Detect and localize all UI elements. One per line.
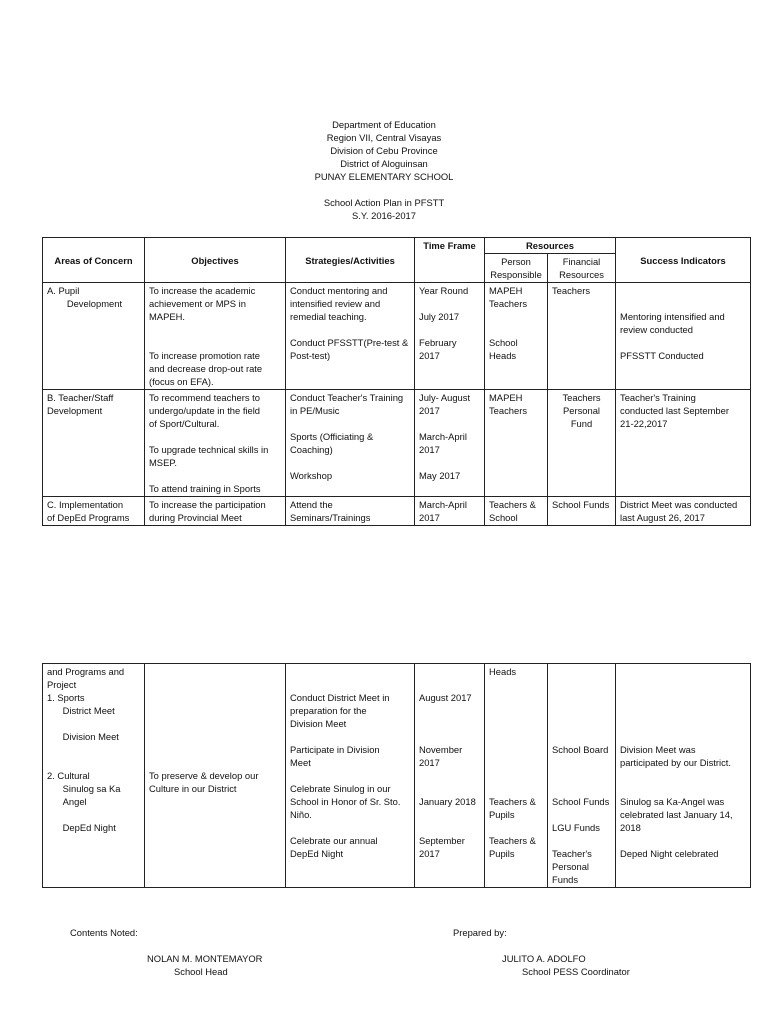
cell-text: Division Meet: [47, 731, 119, 742]
cell-text: Division Meet: [290, 718, 347, 729]
cell-text: [489, 769, 543, 782]
cell-text: [290, 678, 410, 691]
cell-text: [419, 297, 480, 310]
cell-text: [419, 704, 480, 717]
cell-text: [620, 769, 746, 782]
cell-text: March-April: [419, 431, 467, 442]
cell-text: [489, 743, 543, 756]
header-line: PUNAY ELEMENTARY SCHOOL: [314, 171, 454, 182]
cell-text: Division Meet was: [620, 744, 696, 755]
cell-text: District Meet: [47, 705, 115, 716]
cell-text: Teacher's Training: [620, 392, 696, 403]
document-header: [0, 118, 768, 222]
cell-time-frame: [415, 497, 485, 526]
plan-title: School Action Plan in PFSTT: [323, 197, 445, 208]
cell-text: [620, 678, 746, 691]
cell-text: 2. Cultural: [47, 770, 90, 781]
cell-text: remedial teaching.: [290, 311, 367, 322]
col-header-areas: Areas of Concern: [43, 238, 145, 283]
cell-text: LGU Funds: [552, 822, 600, 833]
cell-text: [489, 821, 543, 834]
cell-text: [290, 417, 410, 430]
cell-text: [489, 717, 543, 730]
cell-text: [489, 704, 543, 717]
cell-text: Teachers &: [489, 835, 536, 846]
cell-text: Sports (Officiating &: [290, 431, 374, 442]
cell-objectives: [145, 497, 286, 526]
cell-text: Teachers: [489, 405, 528, 416]
cell-text: Teachers &: [489, 796, 536, 807]
cell-text: [419, 417, 480, 430]
cell-text: Sinulog sa Ka: [47, 783, 121, 794]
cell-text: Seminars/Trainings: [290, 512, 371, 523]
cell-person: [485, 497, 548, 526]
cell-text: Personal: [563, 405, 601, 416]
cell-text: 2017: [419, 350, 440, 361]
cell-text: Teachers: [489, 298, 528, 309]
cell-indicators: [616, 283, 751, 390]
cell-text: Conduct Teacher's Training: [290, 392, 404, 403]
cell-text: [620, 284, 746, 297]
col-header-strategies: Strategies/Activities: [286, 238, 415, 283]
cell-text: Attend the: [290, 499, 333, 510]
header-text: Resources: [559, 269, 604, 280]
cell-text: School Board: [552, 744, 609, 755]
cell-text: Heads: [489, 350, 517, 361]
cell-text: [489, 323, 543, 336]
cell-text: [489, 730, 543, 743]
cell-indicators: [616, 497, 751, 526]
cell-text: Heads: [489, 666, 517, 677]
cell-text: [552, 782, 611, 795]
cell-text: [489, 782, 543, 795]
cell-areas: [43, 390, 145, 497]
cell-text: July 2017: [419, 311, 460, 322]
cell-text: 2017: [419, 405, 440, 416]
cell-text: March-April: [419, 499, 467, 510]
cell-text: [552, 717, 611, 730]
noted-name: NOLAN M. MONTEMAYOR: [147, 953, 263, 964]
cell-financial: [548, 390, 616, 497]
cell-text: undergo/update in the field: [149, 405, 261, 416]
cell-text: [552, 808, 611, 821]
cell-person: [485, 283, 548, 390]
cell-text: [419, 821, 480, 834]
cell-text: 21-22,2017: [620, 418, 668, 429]
header-line: Division of Cebu Province: [330, 145, 438, 156]
cell-text: and decrease drop-out rate: [149, 363, 263, 374]
cell-text: [419, 730, 480, 743]
cell-text: [419, 717, 480, 730]
cell-text: [419, 665, 480, 678]
cell-text: in PE/Music: [290, 405, 340, 416]
cell-text: during Provincial Meet: [149, 512, 242, 523]
cell-text: To upgrade technical skills in: [149, 444, 269, 455]
cell-text: [419, 323, 480, 336]
cell-text: School: [489, 337, 518, 348]
header-text: Person: [501, 256, 531, 267]
cell-text: Meet: [290, 757, 311, 768]
cell-text: [620, 297, 746, 310]
cell-text: DepEd Night: [290, 848, 344, 859]
cell-text: [149, 336, 281, 349]
cell-text: [149, 430, 281, 443]
cell-text: District Meet was conducted: [620, 499, 738, 510]
prepared-by-label: Prepared by:: [453, 927, 507, 938]
col-header-resources: Resources: [485, 238, 616, 254]
col-header-financial: [548, 254, 616, 283]
header-text: Financial: [562, 256, 601, 267]
cell-strategies: [286, 390, 415, 497]
cell-text: Workshop: [290, 470, 333, 481]
cell-text: [552, 834, 611, 847]
cell-text: [47, 808, 140, 821]
cell-text: [290, 769, 410, 782]
noted-title: School Head: [174, 966, 228, 977]
cell-text: [149, 704, 281, 717]
cell-areas: [43, 497, 145, 526]
cell-text: MAPEH: [489, 392, 523, 403]
cell-text: Coaching): [290, 444, 333, 455]
cell-text: To preserve & develop our: [149, 770, 259, 781]
cell-text: January 2018: [419, 796, 476, 807]
cell-objectives: [145, 283, 286, 390]
cell-text: To increase the participation: [149, 499, 266, 510]
table-row: [43, 283, 751, 390]
cell-financial: [548, 664, 616, 888]
cell-financial: [548, 497, 616, 526]
cell-text: To attend training in Sports: [149, 483, 261, 494]
cell-person: [485, 664, 548, 888]
cell-text: 1. Sports: [47, 692, 85, 703]
cell-text: [290, 821, 410, 834]
action-plan-table-page1: [42, 237, 751, 526]
cell-text: [620, 665, 746, 678]
cell-text: July- August: [419, 392, 471, 403]
cell-text: [489, 756, 543, 769]
cell-text: [552, 691, 611, 704]
cell-text: C. Implementation: [47, 499, 124, 510]
header-line: District of Aloguinsan: [340, 158, 428, 169]
cell-text: participated by our District.: [620, 757, 731, 768]
cell-text: School Funds: [552, 499, 610, 510]
col-header-indicators: Success Indicators: [616, 238, 751, 283]
cell-text: 2017: [419, 848, 440, 859]
cell-text: achievement or MPS in: [149, 298, 246, 309]
cell-text: School in Honor of Sr. Sto.: [290, 796, 401, 807]
cell-text: September: [419, 835, 465, 846]
cell-text: intensified review and: [290, 298, 381, 309]
cell-text: A. Pupil: [47, 285, 80, 296]
cell-text: [290, 456, 410, 469]
table-row: [43, 664, 751, 888]
cell-text: [419, 808, 480, 821]
cell-text: [620, 834, 746, 847]
cell-text: [149, 665, 281, 678]
action-plan-table-page2: [42, 663, 751, 888]
cell-text: [489, 678, 543, 691]
table-row: [43, 497, 751, 526]
cell-text: Funds: [552, 874, 579, 885]
header-line: Region VII, Central Visayas: [326, 132, 442, 143]
cell-text: [552, 704, 611, 717]
cell-text: November: [419, 744, 463, 755]
cell-text: [419, 678, 480, 691]
cell-text: MAPEH.: [149, 311, 185, 322]
cell-text: [552, 730, 611, 743]
prepared-name: JULITO A. ADOLFO: [502, 953, 586, 964]
cell-text: Year Round: [419, 285, 469, 296]
cell-person: [485, 390, 548, 497]
table-row: [43, 390, 751, 497]
cell-text: To increase the academic: [149, 285, 256, 296]
cell-text: School Funds: [552, 796, 610, 807]
cell-areas: [43, 283, 145, 390]
col-header-objectives: Objectives: [145, 238, 286, 283]
cell-text: Teachers: [552, 285, 591, 296]
cell-text: Fund: [570, 418, 593, 429]
cell-text: Personal: [552, 861, 590, 872]
cell-areas: [43, 664, 145, 888]
cell-text: Teachers: [562, 392, 601, 403]
cell-text: Mentoring intensified and: [620, 311, 725, 322]
cell-strategies: [286, 664, 415, 888]
header-line: [0, 183, 768, 196]
cell-text: Conduct District Meet in: [290, 692, 390, 703]
cell-text: of Sport/Cultural.: [149, 418, 220, 429]
cell-text: [620, 704, 746, 717]
cell-strategies: [286, 283, 415, 390]
header-text: Responsible: [490, 269, 542, 280]
cell-text: Development: [47, 405, 103, 416]
cell-text: To recommend teachers to: [149, 392, 260, 403]
cell-text: [419, 456, 480, 469]
cell-text: School: [489, 512, 518, 523]
cell-text: [47, 717, 140, 730]
cell-text: Angel: [47, 796, 87, 807]
cell-text: Pupils: [489, 848, 515, 859]
cell-objectives: [145, 664, 286, 888]
cell-text: DepEd Night: [47, 822, 116, 833]
cell-text: To increase promotion rate: [149, 350, 260, 361]
cell-text: [290, 323, 410, 336]
cell-text: [489, 310, 543, 323]
cell-text: [149, 743, 281, 756]
cell-text: [552, 756, 611, 769]
prepared-title: School PESS Coordinator: [522, 966, 630, 977]
cell-text: [149, 691, 281, 704]
cell-text: Teachers &: [489, 499, 536, 510]
cell-text: preparation for the: [290, 705, 367, 716]
cell-text: [149, 717, 281, 730]
cell-text: Sinulog sa Ka-Angel was: [620, 796, 725, 807]
cell-text: [47, 743, 140, 756]
cell-text: Participate in Division: [290, 744, 380, 755]
cell-text: Conduct mentoring and: [290, 285, 388, 296]
cell-text: [620, 730, 746, 743]
cell-text: May 2017: [419, 470, 461, 481]
school-year: S.Y. 2016-2017: [352, 210, 416, 221]
cell-text: [552, 678, 611, 691]
cell-text: [149, 756, 281, 769]
cell-text: 2017: [419, 757, 440, 768]
cell-text: of DepEd Programs: [47, 512, 130, 523]
cell-text: Project: [47, 679, 77, 690]
cell-text: 2017: [419, 512, 440, 523]
cell-text: [149, 730, 281, 743]
cell-text: Development: [59, 298, 123, 309]
col-header-person: [485, 254, 548, 283]
cell-text: last August 26, 2017: [620, 512, 705, 523]
cell-text: Conduct PFSSTT(Pre-test &: [290, 337, 409, 348]
cell-text: [419, 782, 480, 795]
cell-text: [552, 665, 611, 678]
cell-strategies: [286, 497, 415, 526]
col-header-time-frame: Time Frame: [415, 238, 485, 283]
cell-text: celebrated last January 14,: [620, 809, 733, 820]
cell-text: [620, 691, 746, 704]
cell-time-frame: [415, 390, 485, 497]
cell-text: Deped Night celebrated: [620, 848, 719, 859]
cell-objectives: [145, 390, 286, 497]
cell-text: [149, 323, 281, 336]
cell-text: Culture in our District: [149, 783, 237, 794]
cell-indicators: [616, 390, 751, 497]
cell-text: [290, 665, 410, 678]
cell-text: Niño.: [290, 809, 312, 820]
cell-text: Celebrate our annual: [290, 835, 378, 846]
cell-indicators: [616, 664, 751, 888]
contents-noted-label: Contents Noted:: [70, 927, 138, 938]
cell-text: conducted last September: [620, 405, 729, 416]
cell-text: 2017: [419, 444, 440, 455]
header-line: Department of Education: [332, 119, 436, 130]
cell-text: [620, 782, 746, 795]
cell-text: 2018: [620, 822, 641, 833]
cell-text: [552, 769, 611, 782]
cell-text: B. Teacher/Staff: [47, 392, 114, 403]
cell-financial: [548, 283, 616, 390]
cell-text: [149, 678, 281, 691]
cell-text: (focus on EFA).: [149, 376, 214, 387]
cell-text: [620, 717, 746, 730]
cell-text: Celebrate Sinulog in our: [290, 783, 391, 794]
cell-text: [290, 730, 410, 743]
cell-text: review conducted: [620, 324, 693, 335]
cell-text: February: [419, 337, 457, 348]
cell-text: [149, 469, 281, 482]
cell-text: MSEP.: [149, 457, 177, 468]
cell-text: PFSSTT Conducted: [620, 350, 704, 361]
cell-text: August 2017: [419, 692, 472, 703]
cell-text: MAPEH: [489, 285, 523, 296]
cell-text: Pupils: [489, 809, 515, 820]
cell-text: [620, 336, 746, 349]
cell-text: Post-test): [290, 350, 331, 361]
cell-text: [419, 769, 480, 782]
cell-text: Teacher's: [552, 848, 592, 859]
cell-time-frame: [415, 283, 485, 390]
cell-text: [489, 691, 543, 704]
cell-text: [47, 756, 140, 769]
cell-time-frame: [415, 664, 485, 888]
cell-text: and Programs and: [47, 666, 125, 677]
